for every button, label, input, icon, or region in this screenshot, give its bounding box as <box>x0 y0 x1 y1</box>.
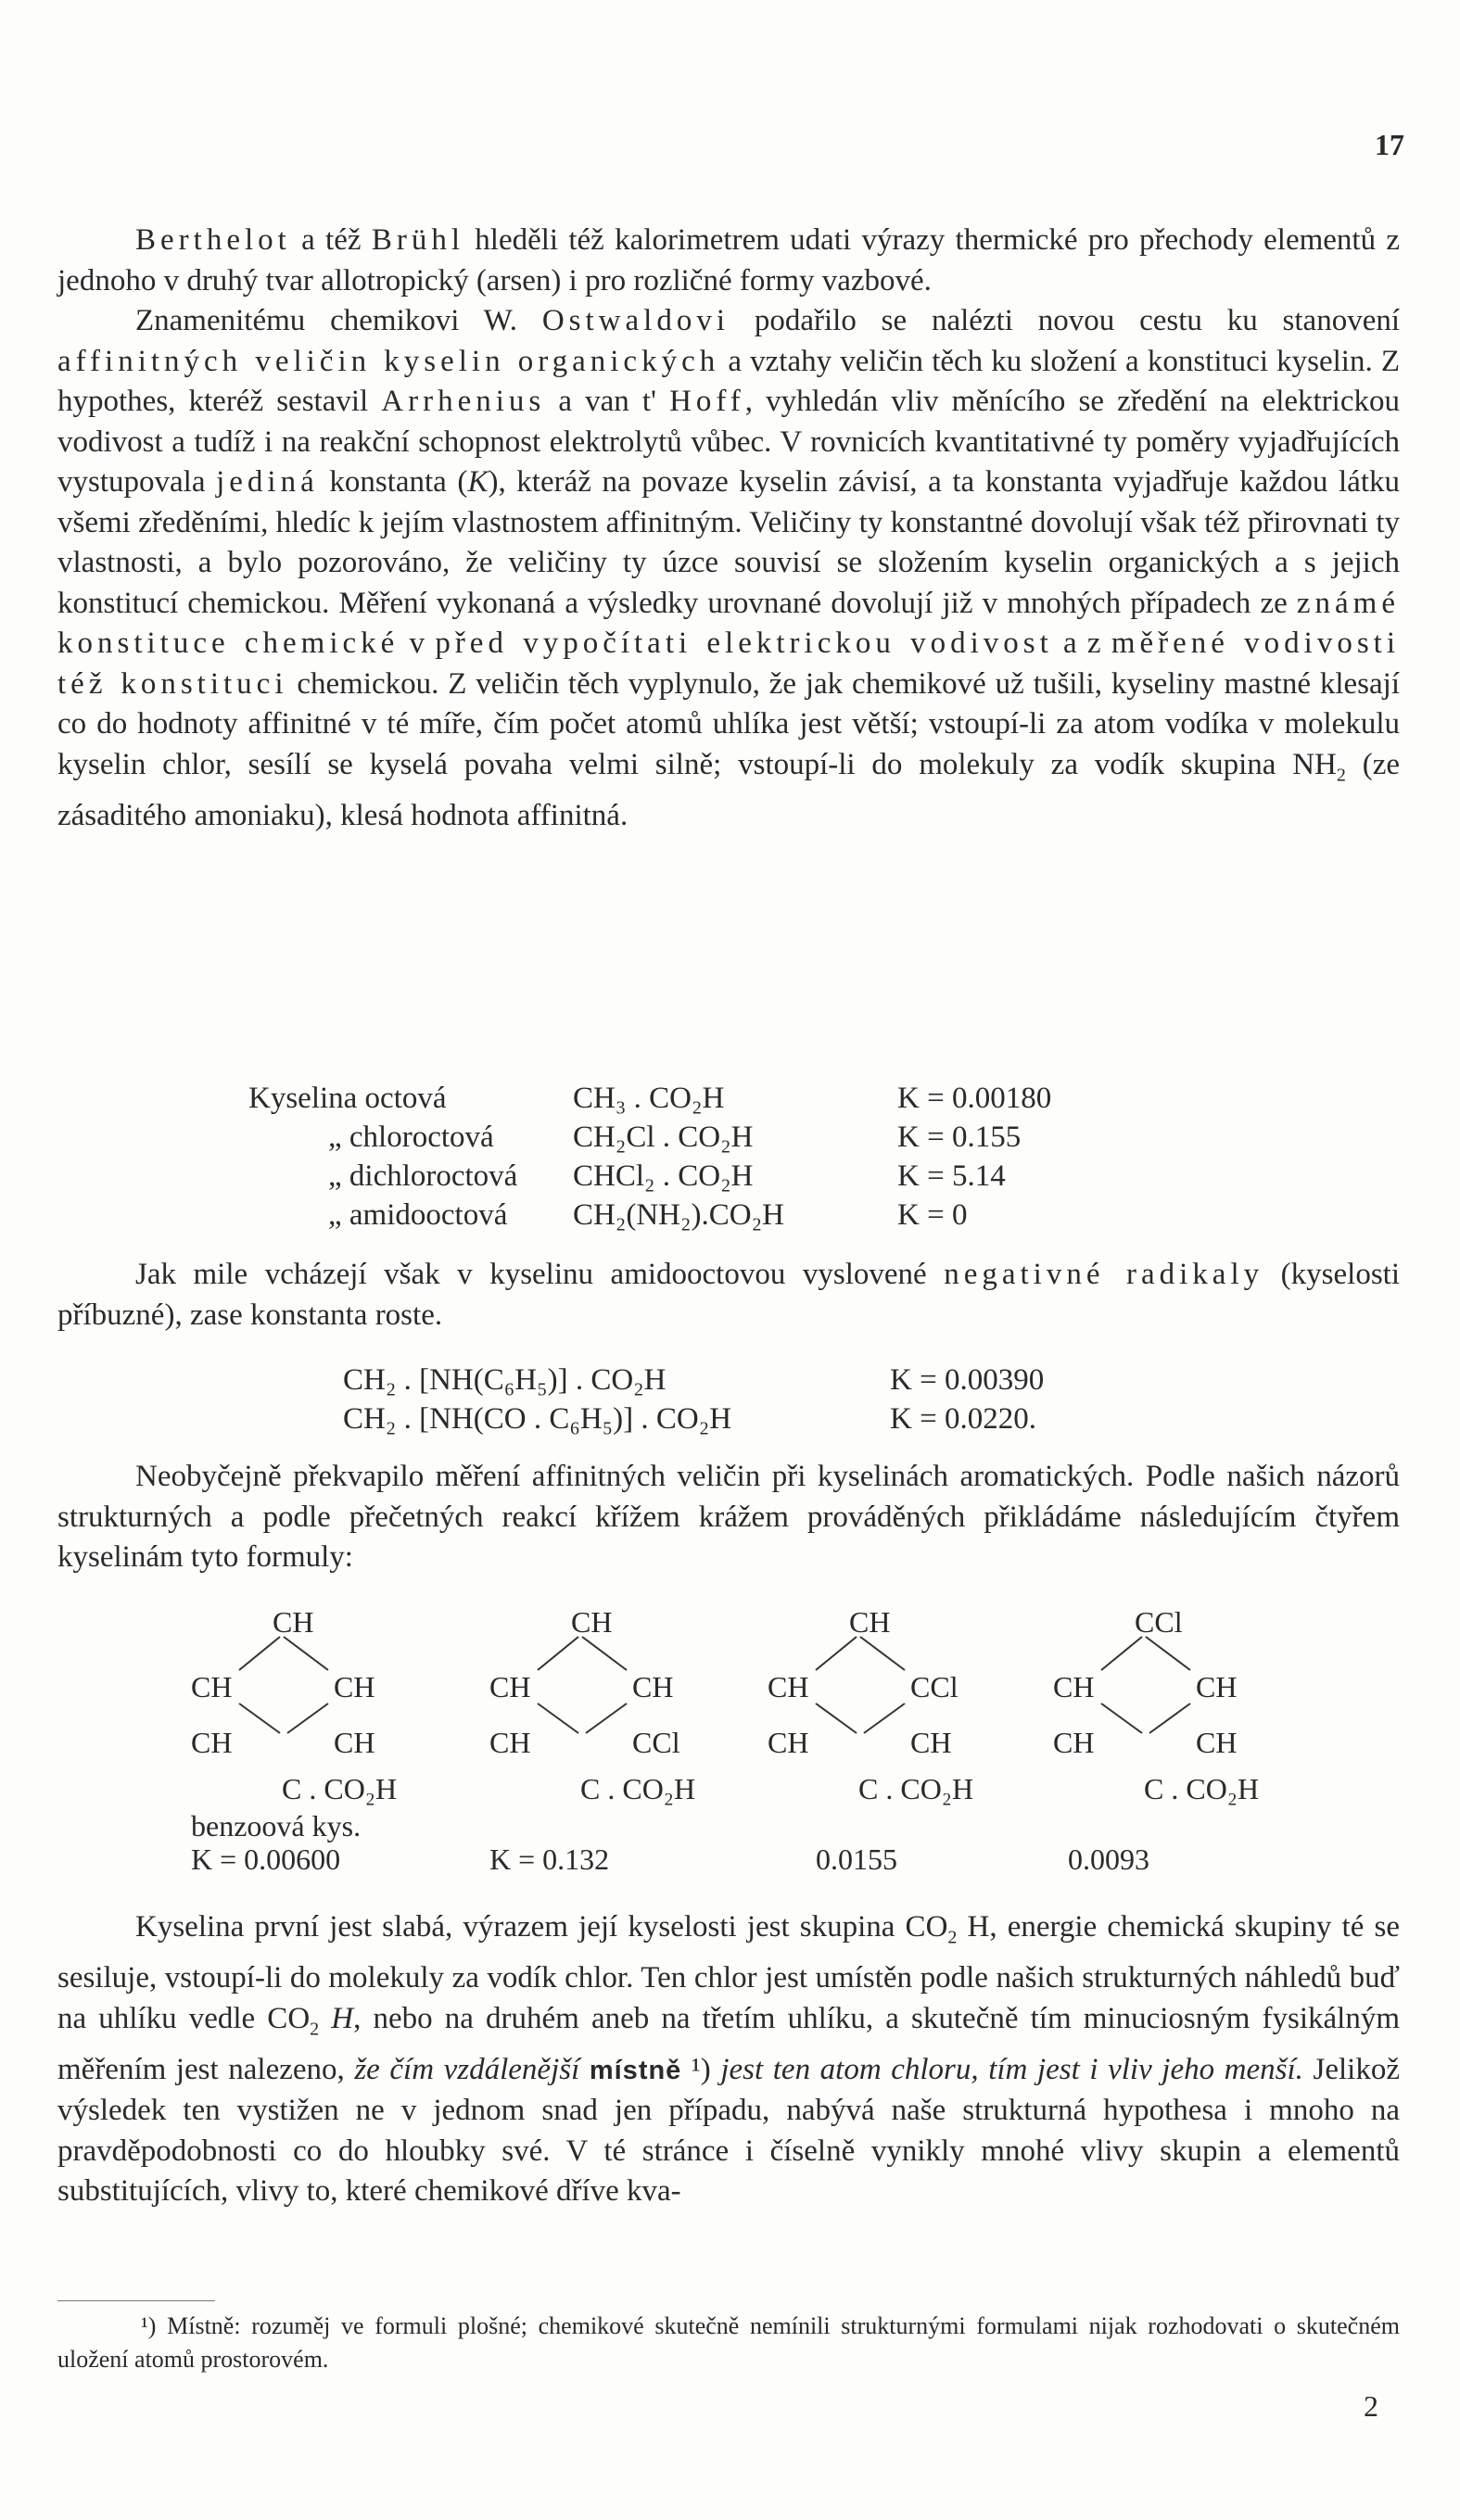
text-run: (ze zásaditého amoniaku), klesá hodnota affinitná. <box>57 747 1400 832</box>
subscript: 2 <box>1336 765 1346 786</box>
acetic-acids-table <box>248 1079 1051 1235</box>
subscript: 2 <box>947 1927 958 1948</box>
acid-constant: K = 0.155 <box>897 1121 1022 1154</box>
text-run: jest ten atom chloru, tím jest i vliv jeho menší. <box>720 2052 1303 2086</box>
footnote-divider <box>57 2300 215 2301</box>
footnote: ¹) Místně: rozuměj ve formuli plošné; chemikové skutečně nemínili strukturnými formulami nijak rozhodovati o skutečném uložení atomů prostorovém. <box>57 2312 1400 2373</box>
acid-name: „ amidooctová <box>328 1198 508 1232</box>
text-run: že čím vzdálenější <box>354 2052 580 2086</box>
acetic-row <box>248 1196 1051 1235</box>
text-run: ), kteráž na povaze kyselin závisí, a ta konstanta vyjadřuje každou látku všemi zředěními, hledíc k jejím vlastnostem affinitným. Veličiny ty konstantné dovolují však též přirovnati ty vlastnosti, a bylo pozorováno, že veličiny ty úzce souvisí se složením kyselin organických a s jejich konstitucí chemickou. Měření vykonaná a výsledky urovnané dovolují již v mnohých případech ze <box>57 465 1401 620</box>
spaced-emphasis: před vypočítati elektrickou vodivost <box>435 627 1053 660</box>
atom-top: CH <box>849 1605 891 1639</box>
atom-lower-right: CCl <box>632 1726 680 1759</box>
text-run <box>579 2053 590 2086</box>
amido-table <box>343 1361 1044 1438</box>
compound-constant: K = 0.00600 <box>191 1843 341 1876</box>
signature-mark: 2 <box>1364 2389 1378 2423</box>
compound-constant: 0.0155 <box>816 1843 897 1876</box>
paragraph-aromatic <box>57 1457 1400 1578</box>
compound-name: benzoová kys. <box>191 1809 362 1843</box>
acid-constant: K = 0.00180 <box>897 1082 1052 1115</box>
amido-constant: K = 0.0220. <box>890 1402 1036 1436</box>
atom-lower-left: CH <box>768 1726 809 1759</box>
body-text-top <box>57 221 1400 836</box>
text-run: H, energie chemická skupiny té se sesiluje, vstoupí-li do molekuly za vodík chlor. Ten chlor jest umístěn podle našich strukturných náhledů buď na uhlíku vedle CO <box>57 1910 1400 2035</box>
atom-lower-right: CH <box>334 1726 375 1759</box>
atom-top: CH <box>273 1605 314 1639</box>
text-run: Znamenitému chemikovi W. <box>135 304 542 337</box>
spaced-emphasis: Arrhenius <box>381 385 546 418</box>
spaced-emphasis: affinitných veličin kyselin organických <box>57 344 720 378</box>
text-run: podařilo se nalézti novou cestu ku stanovení <box>730 304 1401 337</box>
acid-name: „ dichloroctová <box>328 1159 518 1193</box>
atom-upper-right: CH <box>632 1670 674 1703</box>
atom-bottom: C . CO₂H <box>1144 1772 1260 1805</box>
text-run: Neobyčejně překvapilo měření affinitných veličin při kyselinách aromatických. Podle našich názorů strukturných a podle přečetných reakcí křížem krážem prováděných přikládáme následujícím čtyřem kyselinám tyto formuly: <box>57 1460 1400 1574</box>
atom-lower-left: CH <box>191 1726 233 1759</box>
acid-formula: CH₂(NH₂).CO₂H <box>573 1198 784 1232</box>
text-run: H <box>331 2001 354 2035</box>
page-number: 17 <box>1375 128 1404 161</box>
text-run: (kyselosti příbuzné), zase konstanta roste. <box>57 1258 1400 1332</box>
spaced-emphasis: jediná <box>216 465 319 499</box>
text-run: v <box>399 627 436 660</box>
compound-constant: 0.0093 <box>1068 1843 1149 1876</box>
atom-upper-left: CH <box>1053 1670 1095 1703</box>
amido-formula: CH₂ . [NH(CO . C₆H₅)] . CO₂H <box>343 1402 732 1436</box>
amido-row <box>343 1399 1044 1438</box>
body-text-aromatic <box>57 1457 1400 1578</box>
acid-formula: CHCl₂ . CO₂H <box>573 1159 754 1193</box>
text-run: Jelikož výsledek ten vystižen ne v jednom snad jen případu, nabývá naše strukturná hypothesa i mnoho na pravděpodobnosti co do hloubky své. V té stránce i číselně vynikly mnohé vlivy skupin a elementů substitujících, vlivy to, které chemikové dříve kva- <box>57 2052 1400 2209</box>
body-text-bottom <box>57 1907 1400 2212</box>
paragraph-amidooctova <box>57 1255 1400 1336</box>
spaced-emphasis: měřené vodivosti též konstituci <box>57 627 1401 701</box>
text-run: a vztahy veličin těch ku složení a konstituci kyselin. Z hypothes, kteréž sestavil <box>57 344 1401 418</box>
atom-top: CCl <box>1135 1605 1183 1639</box>
acid-constant: K = 0 <box>897 1198 968 1232</box>
acid-formula: CH₃ . CO₂H <box>573 1082 725 1115</box>
text-run: místně <box>589 2055 682 2085</box>
text-run: chemickou. Z veličin těch vyplynulo, že jak chemikové už tušili, kyseliny mastné klesají co do hodnoty affinitné v té míře, čím počet atomů uhlíka jest větší; vstoupí-li za atom vodíka v molekulu kyselin chlor, sesílí se kyselá povaha velmi silně; vstoupí-li do molekuly za vodík skupina NH <box>57 666 1400 781</box>
atom-upper-left: CH <box>191 1670 233 1703</box>
acid-constant: K = 5.14 <box>897 1159 1006 1193</box>
atom-top: CH <box>571 1605 613 1639</box>
atom-upper-left: CH <box>489 1670 531 1703</box>
text-run: Kyselina první jest slabá, výrazem její kyselosti jest skupina CO <box>135 1910 948 1944</box>
atom-bottom: C . CO₂H <box>858 1772 974 1805</box>
text-run: , nebo na druhém aneb na třetím uhlíku, a skutečně tím minuciosným fysikálným měřením jest nalezeno, <box>57 2001 1401 2086</box>
acetic-row <box>248 1118 1051 1157</box>
spaced-emphasis: negativné radikaly <box>944 1258 1264 1291</box>
text-run: a též <box>290 223 372 257</box>
text-run: ¹) <box>681 2052 721 2086</box>
subscript: 2 <box>310 2019 320 2040</box>
atom-bottom: C . CO₂H <box>282 1772 398 1805</box>
body-text-amido <box>57 1255 1400 1336</box>
text-run: , vyhledán vliv měnícího se zředění na elektrickou vodivost a tudíž i na reakční schopnost elektrolytů vůbec. V rovnicích kvantitativné ty poměry vyjadřujících vystupovala <box>57 385 1400 499</box>
text-run: a z <box>1052 627 1111 660</box>
paragraph-ostwald <box>57 301 1400 836</box>
spaced-emphasis: známé konstituce chemické <box>57 586 1400 660</box>
spaced-emphasis: Ostwaldovi <box>541 304 730 337</box>
acid-formula: CH₂Cl . CO₂H <box>573 1121 754 1154</box>
atom-lower-left: CH <box>489 1726 531 1759</box>
paragraph-chlor <box>57 1907 1400 2212</box>
atom-lower-left: CH <box>1053 1726 1095 1759</box>
spaced-emphasis: Berthelot <box>135 223 291 257</box>
atom-bottom: C . CO₂H <box>580 1772 696 1805</box>
text-run: konstanta ( <box>318 465 468 499</box>
acid-name: Kyselina octová <box>248 1082 447 1115</box>
amido-constant: K = 0.00390 <box>890 1363 1045 1397</box>
atom-upper-right: CH <box>334 1670 375 1703</box>
atom-upper-right: CH <box>1196 1670 1238 1703</box>
text-run: Jak mile vcházejí však v kyselinu amidooctovou vyslovené <box>135 1258 945 1291</box>
atom-upper-left: CH <box>768 1670 809 1703</box>
text-run: hleděli též kalorimetrem udati výrazy thermické pro přechody elementů z jednoho v druhý tvar allotropický (arsen) i pro rozličné formy vazbové. <box>57 223 1401 298</box>
text-run <box>319 2002 331 2035</box>
atom-upper-right: CCl <box>910 1670 959 1703</box>
amido-formula: CH₂ . [NH(C₆H₅)] . CO₂H <box>343 1363 667 1397</box>
text-run: a van t' <box>545 385 670 418</box>
atom-lower-right: CH <box>1196 1726 1238 1759</box>
spaced-emphasis: Brühl <box>371 223 464 257</box>
atom-lower-right: CH <box>910 1726 952 1759</box>
paragraph-berthelot <box>57 221 1400 301</box>
acid-name: „ chloroctová <box>328 1121 494 1154</box>
compound-constant: K = 0.132 <box>489 1843 610 1876</box>
acetic-row <box>248 1079 1051 1118</box>
spaced-emphasis: Hoff <box>669 385 745 418</box>
acetic-row <box>248 1157 1051 1196</box>
text-run: K <box>467 465 489 499</box>
amido-row <box>343 1361 1044 1399</box>
